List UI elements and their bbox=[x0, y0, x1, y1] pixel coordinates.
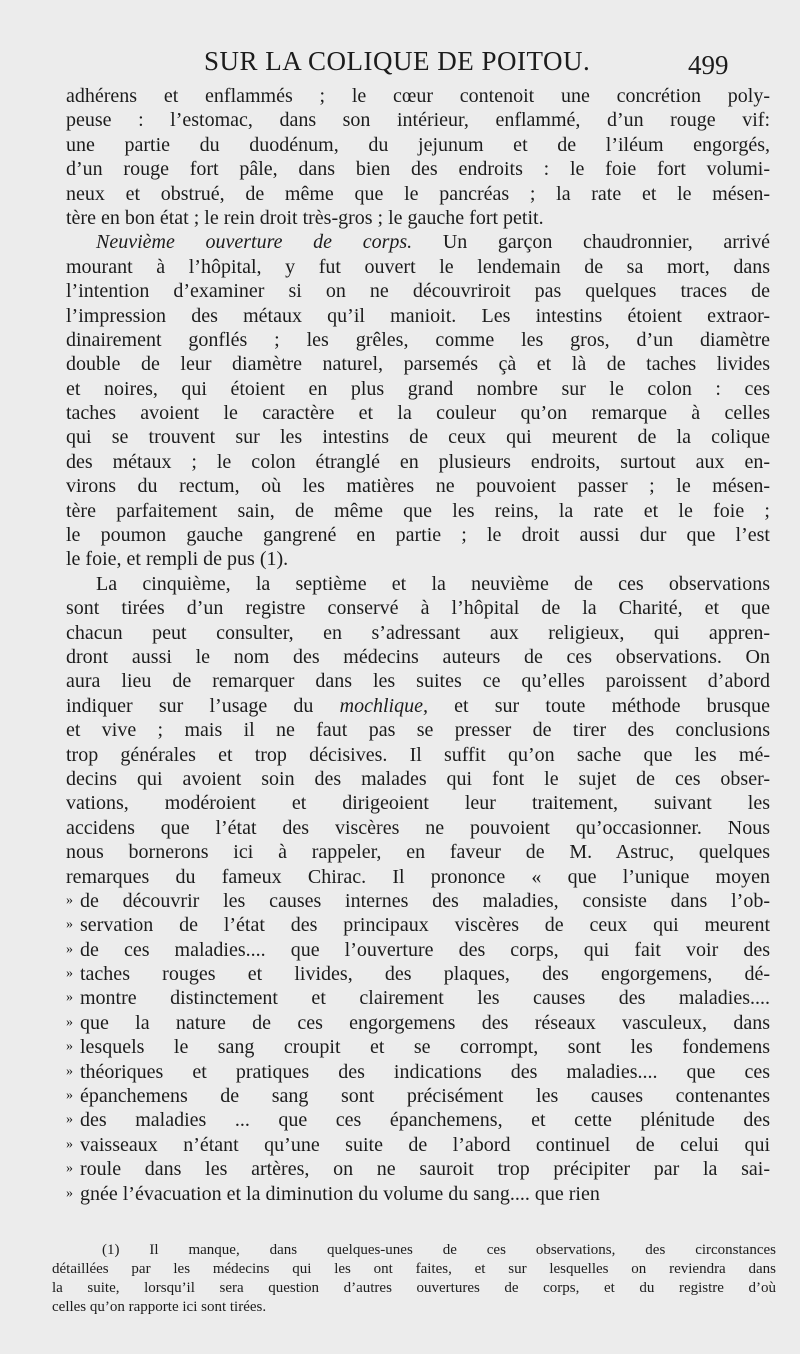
line-text: mourant à l’hôpital, y fut ouvert le lendemain de sa mort, dans bbox=[66, 255, 770, 278]
text-line bbox=[66, 499, 770, 523]
line-text: des métaux ; le colon étranglé en plusieurs endroits, surtout aux en- bbox=[66, 450, 770, 473]
line-text: La cinquième, la septième et la neuvième de ces observations bbox=[96, 572, 770, 595]
text-line bbox=[66, 865, 770, 889]
line-text: decins qui avoient soin des malades qui font le sujet de ces obser- bbox=[66, 767, 770, 790]
text-line bbox=[66, 1108, 770, 1132]
text-line bbox=[66, 694, 770, 718]
line-text: épanchemens de sang sont précisément les causes contenantes bbox=[80, 1085, 770, 1108]
text-line bbox=[66, 767, 770, 791]
running-title: SUR LA COLIQUE DE POITOU. bbox=[204, 46, 591, 76]
line-text: que la nature de ces engorgemens des réseaux vasculeux, dans bbox=[80, 1011, 770, 1034]
line-text: de découvrir les causes internes des maladies, consiste dans l’ob- bbox=[80, 889, 770, 912]
text-line bbox=[66, 621, 770, 645]
text-line bbox=[66, 523, 770, 547]
footnote bbox=[52, 1241, 776, 1317]
line-text: vations, modéroient et dirigeoient leur traitement, suivant les bbox=[66, 792, 770, 815]
text-line bbox=[66, 304, 770, 328]
line-text: qui se trouvent sur les intestins de ceux qui meurent de la colique bbox=[66, 426, 770, 449]
line-text: des maladies ... que ces épanchemens, et cette plénitude des bbox=[80, 1109, 770, 1132]
line-text: sont tirées d’un registre conservé à l’hôpital de la Charité, et que bbox=[66, 597, 770, 620]
footnote-line: celles qu’on rapporte ici sont tirées. bbox=[52, 1299, 267, 1315]
quote-mark: » bbox=[66, 966, 73, 982]
line-text: taches rouges et livides, des plaques, des engorgemens, dé- bbox=[80, 963, 770, 986]
line-text: servation de l’état des principaux viscères de ceux qui meurent bbox=[80, 914, 770, 937]
line-text: de ces maladies.... que l’ouverture des corps, qui fait voir des bbox=[80, 938, 770, 961]
quote-mark: » bbox=[66, 1088, 73, 1104]
text-line bbox=[66, 986, 770, 1010]
text-line bbox=[66, 1084, 770, 1108]
line-text: aura lieu de remarquer dans les suites ce qu’elles paroissent d’abord bbox=[66, 670, 770, 693]
text-line bbox=[66, 913, 770, 937]
text-line bbox=[66, 328, 770, 352]
text-line bbox=[66, 743, 770, 767]
line-text: vaisseaux n’étant qu’une suite de l’abord continuel de celui qui bbox=[80, 1133, 770, 1156]
line-text: indiquer sur l’usage du mochlique, et sur toute méthode brusque bbox=[66, 694, 770, 717]
line-text: tère en bon état ; le rein droit très-gros ; le gauche fort petit. bbox=[66, 206, 544, 229]
line-text: accidens que l’état des viscères ne pouvoient qu’occasionner. Nous bbox=[66, 816, 770, 839]
text-line bbox=[66, 157, 770, 181]
text-line bbox=[66, 401, 770, 425]
text-line bbox=[66, 425, 770, 449]
text-line bbox=[66, 206, 770, 230]
footnote-line: détaillées par les médecins qui les ont faites, et sur lesquelles on reviendra dans bbox=[52, 1261, 776, 1277]
line-text: dront aussi le nom des médecins auteurs de ces observations. On bbox=[66, 645, 770, 668]
quote-mark: » bbox=[66, 1014, 73, 1030]
line-text: neux et obstrué, de même que le pancréas ; la rate et le mésen- bbox=[66, 182, 770, 205]
text-line bbox=[66, 230, 770, 254]
text-line bbox=[66, 1182, 770, 1206]
quote-mark: » bbox=[66, 1161, 73, 1177]
text-line bbox=[66, 962, 770, 986]
text-line bbox=[66, 182, 770, 206]
line-text: d’un rouge fort pâle, dans bien des endroits : le foie fort volumi- bbox=[66, 158, 770, 181]
quote-mark: » bbox=[66, 1185, 73, 1201]
quote-mark: » bbox=[66, 1063, 73, 1079]
page-number: 499 bbox=[688, 50, 729, 80]
text-line bbox=[66, 718, 770, 742]
text-line bbox=[66, 791, 770, 815]
line-text: virons du rectum, où les matières ne pouvoient passer ; le mésen- bbox=[66, 475, 770, 498]
line-text: gnée l’évacuation et la diminution du volume du sang.... que rien bbox=[80, 1182, 600, 1205]
text-line bbox=[66, 255, 770, 279]
quote-mark: » bbox=[66, 917, 73, 933]
line-text: Neuvième ouverture de corps. Un garçon chaudronnier, arrivé bbox=[96, 231, 770, 254]
quote-mark: » bbox=[66, 892, 73, 908]
text-line bbox=[66, 1035, 770, 1059]
quote-mark: » bbox=[66, 1136, 73, 1152]
text-line bbox=[66, 669, 770, 693]
text-line bbox=[66, 108, 770, 132]
text-line bbox=[66, 816, 770, 840]
line-text: nous bornerons ici à rappeler, en faveur de M. Astruc, quelques bbox=[66, 841, 770, 864]
text-line bbox=[66, 840, 770, 864]
quote-mark: » bbox=[66, 1112, 73, 1128]
line-text: roule dans les artères, on ne sauroit trop précipiter par la sai- bbox=[80, 1158, 770, 1181]
footnote-line: la suite, lorsqu’il sera question d’autres ouvertures de corps, et du registre d’où bbox=[52, 1280, 776, 1296]
text-line bbox=[66, 1133, 770, 1157]
line-text: une partie du duodénum, du jejunum et de l’iléum engorgés, bbox=[66, 133, 770, 156]
text-line bbox=[66, 645, 770, 669]
text-line bbox=[66, 596, 770, 620]
text-line bbox=[66, 377, 770, 401]
footnote-line: (1) Il manque, dans quelques-unes de ces observations, des circonstances bbox=[102, 1242, 776, 1258]
text-line bbox=[66, 572, 770, 596]
quote-mark: » bbox=[66, 1039, 73, 1055]
text-line bbox=[66, 352, 770, 376]
line-text: dinairement gonflés ; les grêles, comme les gros, d’un diamètre bbox=[66, 328, 770, 351]
line-text: tère parfaitement sain, de même que les reins, la rate et le foie ; bbox=[66, 499, 770, 522]
line-text: remarques du fameux Chirac. Il prononce « que l’unique moyen bbox=[66, 865, 770, 888]
text-line bbox=[66, 279, 770, 303]
body-text bbox=[66, 84, 770, 1206]
text-line bbox=[66, 1060, 770, 1084]
line-text: lesquels le sang croupit et se corrompt, sont les fondemens bbox=[80, 1036, 770, 1059]
line-text: l’intention d’examiner si on ne découvriroit pas quelques traces de bbox=[66, 280, 770, 303]
text-line bbox=[66, 938, 770, 962]
text-line bbox=[66, 547, 770, 571]
line-text: taches avoient le caractère et la couleur qu’on remarque à celles bbox=[66, 402, 770, 425]
text-line bbox=[66, 450, 770, 474]
text-line bbox=[66, 133, 770, 157]
text-line bbox=[66, 1157, 770, 1181]
line-text: théoriques et pratiques des indications des maladies.... que ces bbox=[80, 1060, 770, 1083]
line-text: peuse : l’estomac, dans son intérieur, enflammé, d’un rouge vif: bbox=[66, 109, 770, 132]
text-line bbox=[66, 474, 770, 498]
line-text: le foie, et rempli de pus (1). bbox=[66, 548, 289, 571]
line-text: l’impression des métaux qu’il manioit. Les intestins étoient extraor- bbox=[66, 304, 770, 327]
line-text: le poumon gauche gangrené en partie ; le droit aussi dur que l’est bbox=[66, 524, 770, 547]
line-text: et noires, qui étoient en plus grand nombre sur le colon : ces bbox=[66, 377, 770, 400]
text-line bbox=[66, 889, 770, 913]
quote-mark: » bbox=[66, 990, 73, 1006]
line-text: adhérens et enflammés ; le cœur contenoit une concrétion poly- bbox=[66, 85, 770, 107]
text-line bbox=[66, 1011, 770, 1035]
line-text: trop générales et trop décisives. Il suffit qu’on sache que les mé- bbox=[66, 743, 770, 766]
running-header bbox=[0, 42, 800, 82]
line-text: chacun peut consulter, en s’adressant aux religieux, qui appren- bbox=[66, 621, 770, 644]
line-text: et vive ; mais il ne faut pas se presser de tirer des conclusions bbox=[66, 719, 770, 742]
quote-mark: » bbox=[66, 941, 73, 957]
text-line bbox=[66, 84, 770, 108]
line-text: double de leur diamètre naturel, parsemés çà et là de taches livides bbox=[66, 353, 770, 376]
line-text: montre distinctement et clairement les causes des maladies.... bbox=[80, 987, 770, 1010]
